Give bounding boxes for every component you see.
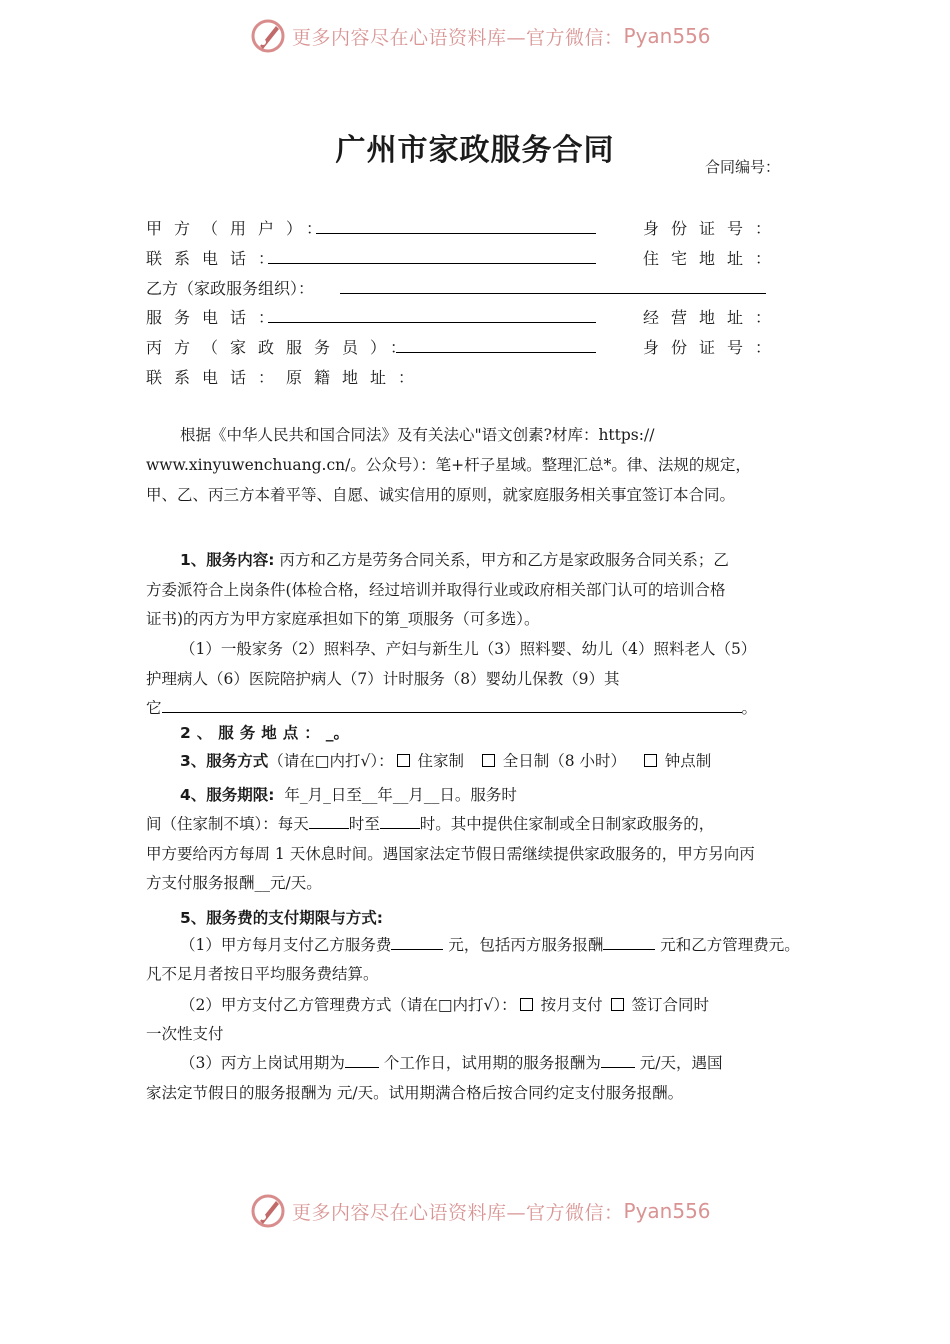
- party-a-id-label: 身份证号：: [643, 219, 784, 238]
- party-a-label: 甲方（用户）：: [146, 219, 335, 238]
- daily-hours-label: 间（住家制不填）：每天: [146, 815, 309, 833]
- checkbox-live-in[interactable]: [397, 754, 410, 767]
- section-2-line: [180, 718, 349, 748]
- section-2-tail: _。: [325, 724, 350, 742]
- option-hourly: 钟点制: [664, 752, 712, 770]
- section-5-p1: [180, 930, 800, 960]
- section-1-line-1: [180, 545, 729, 575]
- section-4-line-4: 方支付服务报酬__元/天。: [146, 874, 322, 892]
- section-1-options-1: （1）一般家务（2）照料孕、产妇与新生儿（3）照料婴、幼儿（4）照料老人（5）: [180, 640, 757, 658]
- section-4-line-2: [146, 809, 714, 839]
- section-1-text-1: 丙方和乙方是劳务合同关系，甲方和乙方是家政服务合同关系；乙: [279, 551, 729, 569]
- option-monthly: 按月支付: [540, 996, 603, 1014]
- party-a-phone-label: 联系电话：: [146, 249, 287, 268]
- remuneration-field[interactable]: [603, 934, 655, 950]
- remuneration-label: 元，包括丙方服务报酬: [448, 936, 604, 954]
- party-a-phone-field[interactable]: [268, 248, 596, 264]
- section-5-heading-line: [180, 903, 383, 933]
- party-c-label: 丙方（家政服务员）：: [146, 338, 419, 357]
- watermark-wechat-id: Pyan556: [623, 1199, 711, 1223]
- payment-method-label: （2）甲方支付乙方管理费方式（请在□内打√）：: [180, 996, 517, 1014]
- pen-seal-logo-icon: [250, 1193, 286, 1229]
- section-5-p3: [180, 1048, 723, 1078]
- party-a-field[interactable]: [316, 218, 596, 234]
- section-1-line-3: 证书)的丙方为甲方家庭承担如下的第_项服务（可多选）。: [146, 610, 540, 628]
- home-address-label: 住宅地址：: [643, 249, 784, 268]
- business-address-label: 经营地址：: [643, 308, 784, 327]
- party-c-id-label: 身份证号：: [643, 338, 784, 357]
- other-label: 它: [146, 699, 162, 717]
- section-5-p2: [180, 990, 709, 1020]
- daily-hours-tail: 时。其中提供住家制或全日制家政服务的，: [419, 815, 715, 833]
- service-phone-label: 服务电话：: [146, 308, 287, 327]
- service-phone-field[interactable]: [268, 307, 596, 323]
- end-hour-field[interactable]: [380, 813, 420, 829]
- section-5-p2-cont: 一次性支付: [146, 1025, 224, 1043]
- section-2-heading: 2、服务地点：: [180, 724, 326, 742]
- to-label: 时至: [348, 815, 380, 833]
- page-title: 广州市家政服务合同: [335, 133, 615, 168]
- probation-label: （3）丙方上岗试用期为: [180, 1054, 345, 1072]
- intro-line-2: www.xinyuwenchuang.cn/。公众号）：笔+杆子星域。整理汇总*。律、法规的规定，: [146, 456, 751, 474]
- watermark-text: 更多内容尽在心语资料库—官方微信：: [292, 26, 624, 49]
- watermark-bottom: [250, 1191, 711, 1231]
- option-lump-sum: 签订合同时: [631, 996, 709, 1014]
- section-1-heading: 1、服务内容:: [180, 551, 275, 569]
- watermark-text: 更多内容尽在心语资料库—官方微信：: [292, 1201, 624, 1224]
- section-4-line-3: 甲方要给丙方每周 1 天休息时间。遇国家法定节假日需继续提供家政服务的，甲方另向丙: [146, 845, 755, 863]
- probation-pay-label: 个工作日，试用期的服务报酬为: [383, 1054, 601, 1072]
- checkbox-monthly[interactable]: [520, 998, 533, 1011]
- section-1-line-2: 方委派符合上岗条件(体检合格，经过培训并取得行业或政府相关部门认可的培训合格: [146, 581, 726, 599]
- probation-pay-unit: 元/天，遇国: [639, 1054, 723, 1072]
- party-c-field[interactable]: [396, 337, 596, 353]
- section-5-p1-cont: 凡不足月者按日平均服务费结算。: [146, 965, 379, 983]
- section-5-p3-cont: 家法定节假日的服务报酬为 元/天。试用期满合格后按合同约定支付服务报酬。: [146, 1084, 684, 1102]
- contract-no-label: 合同编号：: [705, 158, 781, 176]
- checkbox-hourly[interactable]: [644, 754, 657, 767]
- section-3-heading: 3、服务方式: [180, 752, 269, 770]
- other-service-field[interactable]: [162, 697, 742, 713]
- intro-line-1: 根据《中华人民共和国合同法》及有关法心"语文创素?材库：https://: [180, 426, 655, 444]
- monthly-fee-label: （1）甲方每月支付乙方服务费: [180, 936, 392, 954]
- watermark-wechat-id: Pyan556: [623, 24, 711, 48]
- section-4-heading: 4、服务期限:: [180, 786, 275, 804]
- probation-days-field[interactable]: [345, 1052, 379, 1068]
- party-c-phone-origin-label: 联系电话：原籍地址：: [146, 368, 427, 387]
- intro-line-3: 甲、乙、丙三方本着平等、自愿、诚实信用的原则，就家庭服务相关事宜签订本合同。: [146, 486, 736, 504]
- checkbox-full-day[interactable]: [482, 754, 495, 767]
- section-3-line: [180, 746, 711, 776]
- management-fee-label: 元和乙方管理费元。: [660, 936, 800, 954]
- section-1-options-2: 护理病人（6）医院陪护病人（7）计时服务（8）婴幼儿保教（9）其: [146, 670, 620, 688]
- section-4-line-1: [180, 780, 517, 810]
- pen-seal-logo-icon: [250, 18, 286, 54]
- probation-pay-field[interactable]: [601, 1052, 635, 1068]
- other-end: 。: [741, 699, 758, 717]
- start-hour-field[interactable]: [309, 813, 349, 829]
- checkbox-lump-sum[interactable]: [611, 998, 624, 1011]
- option-full-day: 全日制（8 小时）: [502, 752, 627, 770]
- section-5-heading: 5、服务费的支付期限与方式:: [180, 909, 383, 927]
- party-b-field[interactable]: [340, 278, 766, 294]
- section-3-note: （请在□内打√）：: [268, 752, 394, 770]
- watermark-top: [250, 16, 711, 56]
- monthly-fee-field[interactable]: [391, 934, 443, 950]
- section-4-text-1: 年_月_日至__年__月__日。服务时: [284, 786, 517, 804]
- option-live-in: 住家制: [417, 752, 465, 770]
- party-b-label: 乙方（家政服务组织）：: [146, 279, 315, 298]
